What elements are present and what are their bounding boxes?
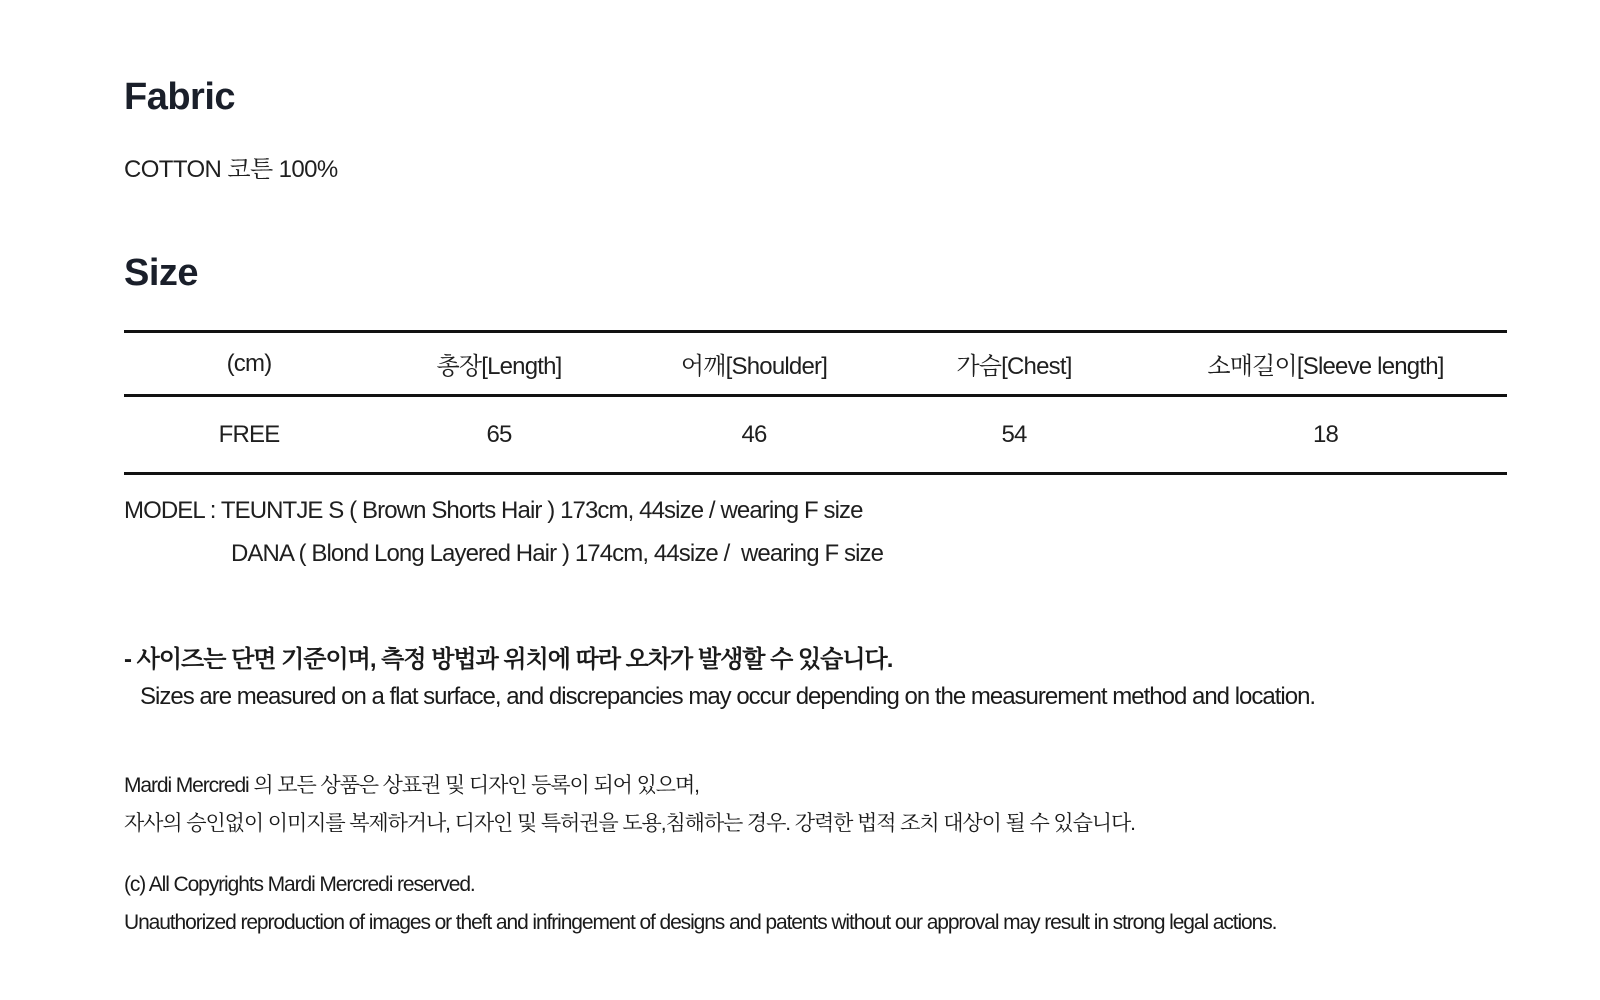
measurement-notice-ko: - 사이즈는 단면 기준이며, 측정 방법과 위치에 따라 오차가 발생할 수 있습니다. (124, 646, 893, 673)
legal-line-1: Mardi Mercredi 의 모든 상품은 상표권 및 디자인 등록이 되어 있으며, (124, 774, 699, 797)
size-header-unit: (cm) (124, 332, 374, 396)
size-cell-chest: 54 (884, 396, 1144, 474)
model-info (124, 489, 883, 575)
fabric-composition: COTTON 코튼 100% (124, 156, 338, 183)
measurement-notice-en: Sizes are measured on a flat surface, and discrepancies may occur depending on the measurement method and location. (140, 683, 1316, 710)
copyright-line: (c) All Copyrights Mardi Mercredi reserved. (124, 873, 475, 896)
legal-line-2: 자사의 승인없이 이미지를 복제하거나, 디자인 및 특허권을 도용,침해하는 경우. 강력한 법적 조치 대상이 될 수 있습니다. (124, 812, 1135, 835)
size-header-shoulder: 어깨[Shoulder] (624, 332, 884, 396)
size-header-length: 총장[Length] (374, 332, 624, 396)
size-table (124, 330, 1507, 475)
copyright-notice (124, 866, 1276, 942)
size-header-chest: 가슴[Chest] (884, 332, 1144, 396)
model-line-1: MODEL : TEUNTJE S ( Brown Shorts Hair ) 173cm, 44size / wearing F size (124, 497, 863, 524)
size-cell-length: 65 (374, 396, 624, 474)
measurement-notice (124, 641, 1315, 715)
legal-notice-ko (124, 767, 1135, 843)
size-cell-sleeve-length: 18 (1144, 396, 1507, 474)
size-cell-size: FREE (124, 396, 374, 474)
size-heading: Size (124, 252, 199, 294)
size-table-header-row (124, 332, 1507, 396)
table-row (124, 396, 1507, 474)
copyright-legal-en: Unauthorized reproduction of images or theft and infringement of designs and patents without our approval may result in strong legal actions. (124, 911, 1277, 934)
fabric-heading: Fabric (124, 76, 236, 118)
size-header-sleeve-length: 소매길이[Sleeve length] (1144, 332, 1507, 396)
model-line-2: DANA ( Blond Long Layered Hair ) 174cm, 44size / wearing F size (231, 540, 884, 567)
size-cell-shoulder: 46 (624, 396, 884, 474)
